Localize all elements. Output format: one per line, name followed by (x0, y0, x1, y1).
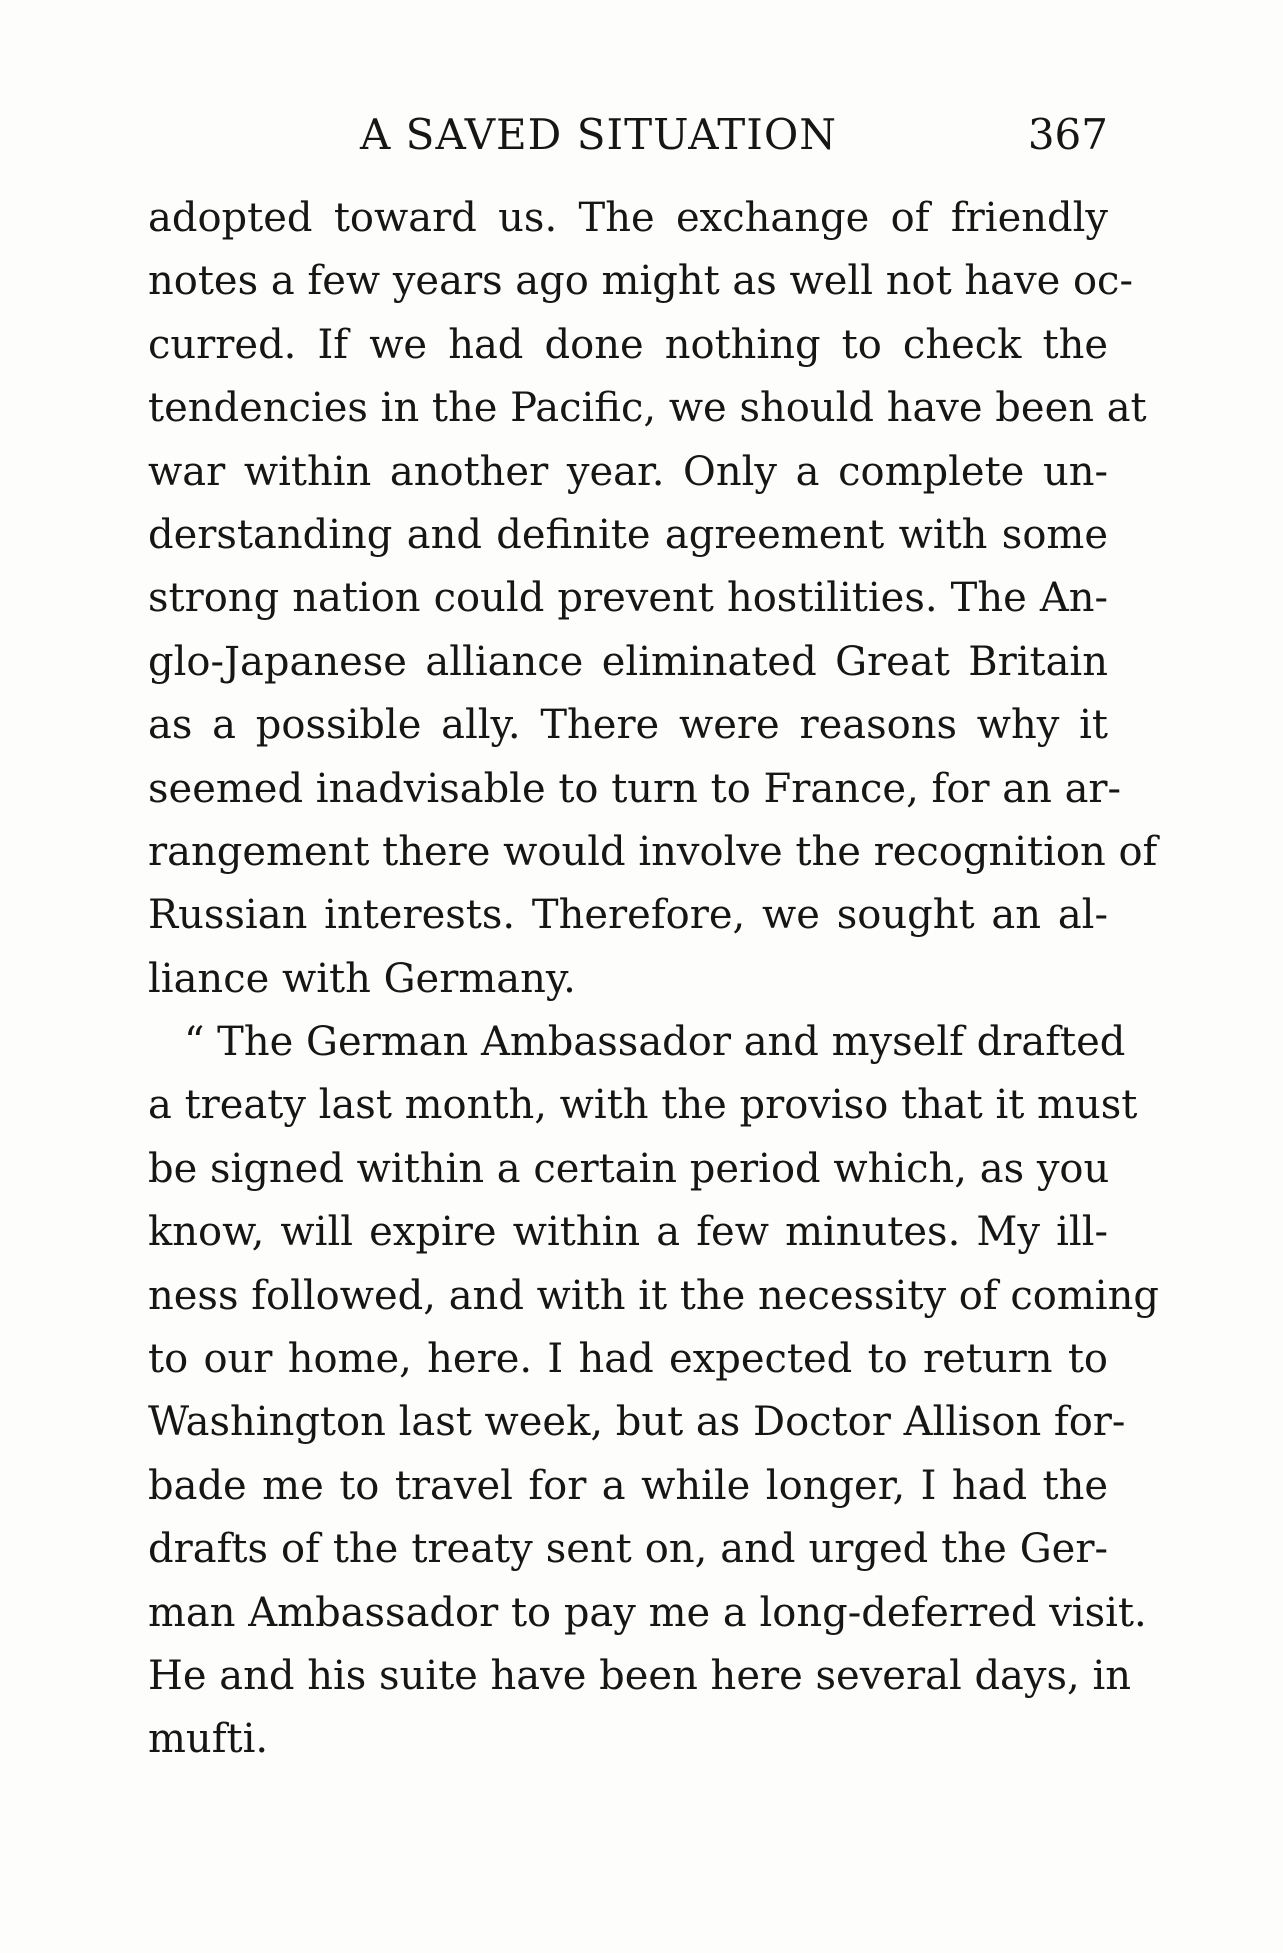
text-line: seemed inadvisable to turn to France, for an ar- (148, 765, 1122, 812)
text-line: be signed within a certain period which, as you (148, 1145, 1110, 1192)
text-line: strong nation could prevent hostilities. The An- (148, 575, 1108, 622)
text-line: mufti. (148, 1716, 269, 1763)
text-line: adopted toward us. The exchange of friendly (148, 195, 1108, 241)
text-line: bade me to travel for a while longer, I had the (148, 1462, 1108, 1509)
text-line: ness followed, and with it the necessity of coming (148, 1272, 1159, 1319)
text-line: Washington last week, but as Doctor Allison for- (148, 1399, 1126, 1446)
paragraph-2 (148, 1011, 1159, 1772)
paragraph-1 (148, 187, 1158, 1011)
text-line: curred. If we had done nothing to check the (148, 321, 1108, 368)
text-line: to our home, here. I had expected to return to (148, 1336, 1108, 1383)
text-line: as a possible ally. There were reasons why it (148, 702, 1108, 749)
text-line: man Ambassador to pay me a long-deferred visit. (148, 1589, 1147, 1636)
text-line: derstanding and definite agreement with some (148, 511, 1108, 558)
text-line: liance with Germany. (148, 955, 576, 1002)
text-line: “ The German Ambassador and myself drafted (184, 1019, 1126, 1066)
text-line: rangement there would involve the recognition of (148, 828, 1158, 875)
text-line: know, will expire within a few minutes. My ill- (148, 1209, 1108, 1256)
text-line: a treaty last month, with the proviso that it must (148, 1082, 1138, 1129)
body-text (148, 187, 1159, 1772)
text-line: He and his suite have been here several days, in (148, 1652, 1132, 1699)
text-line: glo-Japanese alliance eliminated Great Britain (148, 638, 1108, 685)
running-title: A SAVED SITUATION (360, 110, 838, 159)
page-header (148, 110, 1108, 170)
text-line: Russian interests. Therefore, we sought an al- (148, 892, 1108, 939)
text-line: notes a few years ago might as well not have oc- (148, 258, 1133, 305)
text-line: tendencies in the Pacific, we should have been at (148, 385, 1147, 432)
text-line: drafts of the treaty sent on, and urged the Ger- (148, 1526, 1108, 1573)
text-line: war within another year. Only a complete un- (148, 448, 1108, 495)
page-number: 367 (1027, 110, 1108, 159)
